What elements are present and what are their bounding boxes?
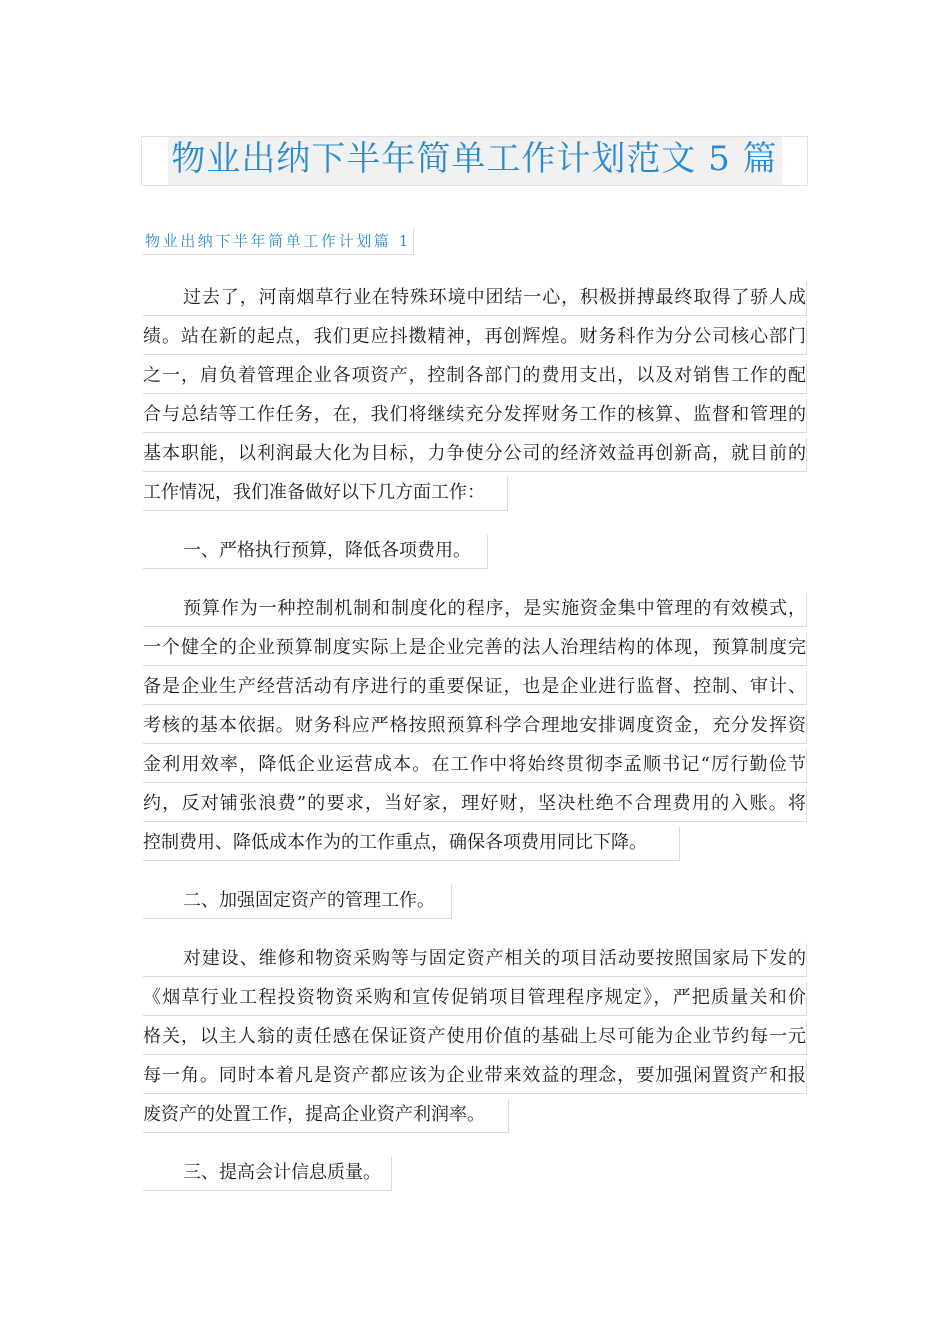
- document-title: 物业出纳下半年简单工作计划范文 5 篇: [171, 139, 778, 179]
- paragraph-1-line: 工作情况，我们准备做好以下几方面工作：: [143, 477, 508, 511]
- paragraph-2-line: 考核的基本依据。财务科应严格按照预算科学合理地安排调度资金，充分发挥资: [143, 710, 807, 744]
- section-heading-2: 二、加强固定资产的管理工作。: [143, 885, 452, 919]
- paragraph-1-line: 基本职能，以利润最大化为目标，力争使分公司的经济效益再创新高，就目前的: [143, 438, 807, 472]
- paragraph-2-line: 控制费用、降低成本作为的工作重点，确保各项费用同比下降。: [143, 827, 680, 861]
- paragraph-3-line: 格关，以主人翁的责任感在保证资产使用价值的基础上尽可能为企业节约每一元: [143, 1021, 807, 1055]
- title-box: [141, 136, 808, 186]
- paragraph-3-line: 《烟草行业工程投资物资采购和宣传促销项目管理程序规定》，严把质量关和价: [143, 982, 807, 1016]
- paragraph-3-line: 废资产的处置工作，提高企业资产利润率。: [143, 1099, 509, 1133]
- paragraph-2-line: 一个健全的企业预算制度实际上是企业完善的法人治理结构的体现，预算制度完: [143, 632, 807, 666]
- paragraph-2-line: 预算作为一种控制机制和制度化的程序，是实施资金集中管理的有效模式，: [143, 593, 807, 627]
- section-subtitle: 物业出纳下半年简单工作计划篇 1: [142, 229, 414, 255]
- section-heading-3: 三、提高会计信息质量。: [143, 1157, 392, 1191]
- paragraph-1-line: 之一，肩负着管理企业各项资产，控制各部门的费用支出，以及对销售工作的配: [143, 360, 807, 394]
- paragraph-1-line: 合与总结等工作任务，在，我们将继续充分发挥财务工作的核算、监督和管理的: [143, 399, 807, 433]
- paragraph-1-line: 绩。站在新的起点，我们更应抖擞精神，再创辉煌。财务科作为分公司核心部门: [143, 321, 807, 355]
- paragraph-1-line: 过去了，河南烟草行业在特殊环境中团结一心，积极拼搏最终取得了骄人成: [143, 282, 807, 316]
- paragraph-3-line: 每一角。同时本着凡是资产都应该为企业带来效益的理念，要加强闲置资产和报: [143, 1060, 807, 1094]
- paragraph-3-line: 对建设、维修和物资采购等与固定资产相关的项目活动要按照国家局下发的: [143, 943, 807, 977]
- paragraph-2-line: 备是企业生产经营活动有序进行的重要保证，也是企业进行监督、控制、审计、: [143, 671, 807, 705]
- section-heading-1: 一、严格执行预算，降低各项费用。: [143, 535, 488, 569]
- paragraph-2-line: 约，反对铺张浪费”的要求，当好家，理好财，坚决杜绝不合理费用的入账。将: [143, 788, 807, 822]
- paragraph-2-line: 金利用效率，降低企业运营成本。在工作中将始终贯彻李孟顺书记“厉行勤俭节: [143, 749, 807, 783]
